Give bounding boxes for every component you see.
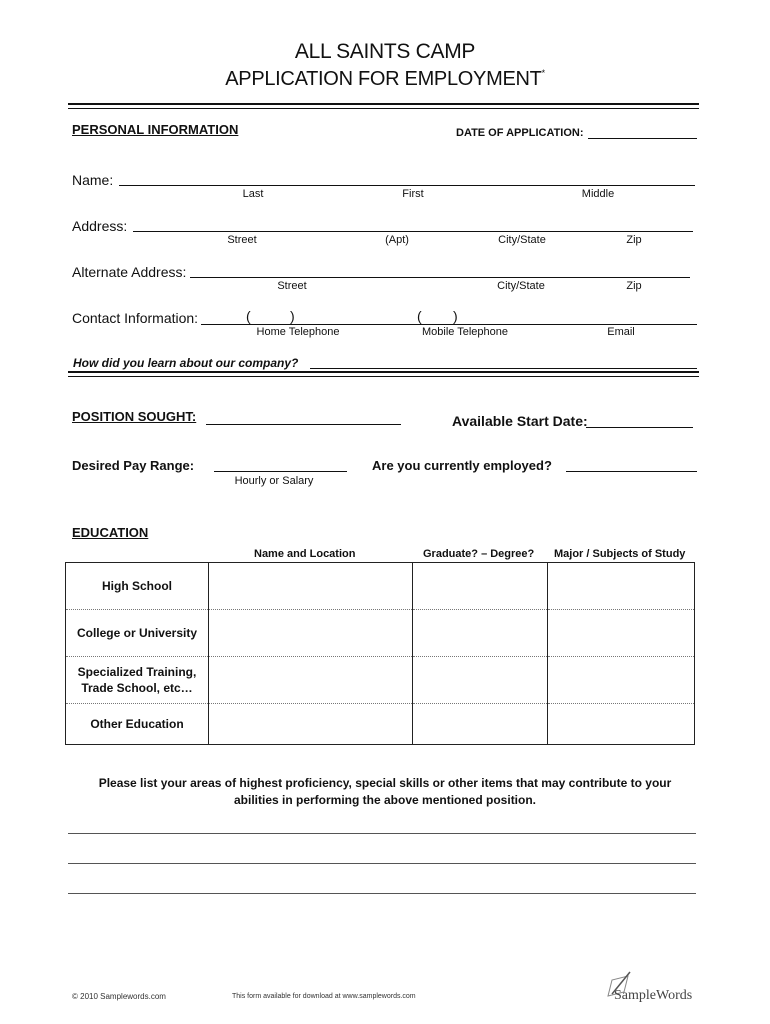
- form-title: [0, 68, 770, 91]
- position-sought-label: POSITION SOUGHT:: [72, 409, 197, 424]
- name-sub-first: First: [402, 188, 424, 200]
- edu-cell-major[interactable]: [548, 610, 695, 657]
- edu-cell-graduate-degree[interactable]: [413, 610, 548, 657]
- learn-about-company-label: How did you learn about our company?: [73, 356, 299, 370]
- edu-cell-name-location[interactable]: [209, 704, 413, 745]
- address-label: Address:: [72, 218, 128, 234]
- skills-line-2[interactable]: [68, 863, 696, 864]
- contact-sub-email: Email: [607, 326, 635, 338]
- name-sub-last: Last: [242, 188, 264, 200]
- contact-label: Contact Information:: [72, 310, 199, 326]
- edu-cell-major[interactable]: [548, 563, 695, 610]
- edu-row-label: [66, 657, 209, 704]
- available-start-date-field[interactable]: [586, 427, 693, 428]
- edu-row-college: [66, 610, 695, 657]
- edu-row-label: High School: [66, 563, 209, 610]
- section-rule-thin: [68, 376, 699, 377]
- edu-row-label: College or University: [66, 610, 209, 657]
- organization-title: ALL SAINTS CAMP: [294, 40, 476, 63]
- logo-text: SampleWords: [614, 988, 693, 1003]
- edu-row-other: [66, 704, 695, 745]
- skills-prompt: [68, 775, 702, 809]
- available-start-date-label: Available Start Date:: [452, 413, 588, 429]
- skills-prompt-line1: Please list your areas of highest proficiency, special skills or other items that may contribute to your: [98, 776, 672, 790]
- education-table: [65, 562, 695, 745]
- edu-cell-name-location[interactable]: [209, 563, 413, 610]
- edu-row-specialized-training: [66, 657, 695, 704]
- home-phone-paren-close: ): [290, 308, 295, 324]
- header-rule: [68, 103, 699, 105]
- skills-line-3[interactable]: [68, 893, 696, 894]
- alt-address-sub-city-state: City/State: [497, 280, 545, 292]
- skills-line-1[interactable]: [68, 833, 696, 834]
- mobile-phone-paren-open: (: [417, 308, 422, 324]
- edu-cell-major[interactable]: [548, 657, 695, 704]
- edu-row-high-school: [66, 563, 695, 610]
- edu-col-major-subjects: Major / Subjects of Study: [554, 548, 686, 560]
- form-title-text: APPLICATION FOR EMPLOYMENT: [225, 68, 542, 90]
- date-of-application-field[interactable]: [588, 138, 697, 139]
- address-sub-street: Street: [227, 234, 257, 246]
- edu-cell-name-location[interactable]: [209, 610, 413, 657]
- edu-row-label-text: Specialized Training, Trade School, etc…: [77, 665, 197, 695]
- edu-cell-name-location[interactable]: [209, 657, 413, 704]
- learn-about-company-field[interactable]: [310, 368, 697, 369]
- position-sought-field[interactable]: [206, 424, 401, 425]
- home-phone-paren-open: (: [246, 308, 251, 324]
- edu-col-graduate-degree: Graduate? – Degree?: [423, 548, 535, 560]
- edu-row-label: Other Education: [66, 704, 209, 745]
- contact-field[interactable]: [201, 324, 697, 325]
- name-label: Name:: [72, 172, 114, 188]
- samplewords-logo: [600, 970, 700, 1010]
- mobile-phone-paren-close: ): [453, 308, 458, 324]
- name-sub-middle: Middle: [581, 188, 615, 200]
- desired-pay-range-field[interactable]: [214, 471, 347, 472]
- desired-pay-range-label: Desired Pay Range:: [72, 458, 195, 473]
- name-field[interactable]: [119, 185, 695, 186]
- edu-cell-graduate-degree[interactable]: [413, 704, 548, 745]
- address-sub-city-state: City/State: [498, 234, 546, 246]
- edu-cell-graduate-degree[interactable]: [413, 563, 548, 610]
- alt-address-label: Alternate Address:: [72, 264, 187, 280]
- header-rule-thin: [68, 108, 699, 109]
- personal-info-heading: PERSONAL INFORMATION: [72, 122, 239, 137]
- currently-employed-label: Are you currently employed?: [372, 458, 552, 473]
- title-mark: *: [541, 68, 545, 78]
- section-rule: [68, 371, 699, 373]
- alt-address-sub-street: Street: [277, 280, 307, 292]
- edu-col-name-location: Name and Location: [254, 548, 356, 560]
- edu-cell-graduate-degree[interactable]: [413, 657, 548, 704]
- skills-prompt-line2: abilities in performing the above mentioned position.: [233, 793, 537, 807]
- address-field[interactable]: [133, 231, 693, 232]
- footer-copyright: © 2010 Samplewords.com: [72, 992, 166, 1001]
- address-sub-apt: (Apt): [385, 234, 409, 246]
- education-heading: EDUCATION: [72, 525, 149, 540]
- alt-address-field[interactable]: [190, 277, 690, 278]
- footer-download-note: This form available for download at www.samplewords.com: [232, 993, 416, 1000]
- date-of-application-label: DATE OF APPLICATION:: [456, 127, 584, 139]
- edu-cell-major[interactable]: [548, 704, 695, 745]
- alt-address-sub-zip: Zip: [626, 280, 642, 292]
- pay-sub-hourly-salary: Hourly or Salary: [234, 475, 314, 487]
- contact-sub-home-telephone: Home Telephone: [256, 326, 340, 338]
- address-sub-zip: Zip: [626, 234, 642, 246]
- currently-employed-field[interactable]: [566, 471, 697, 472]
- contact-sub-mobile-telephone: Mobile Telephone: [421, 326, 509, 338]
